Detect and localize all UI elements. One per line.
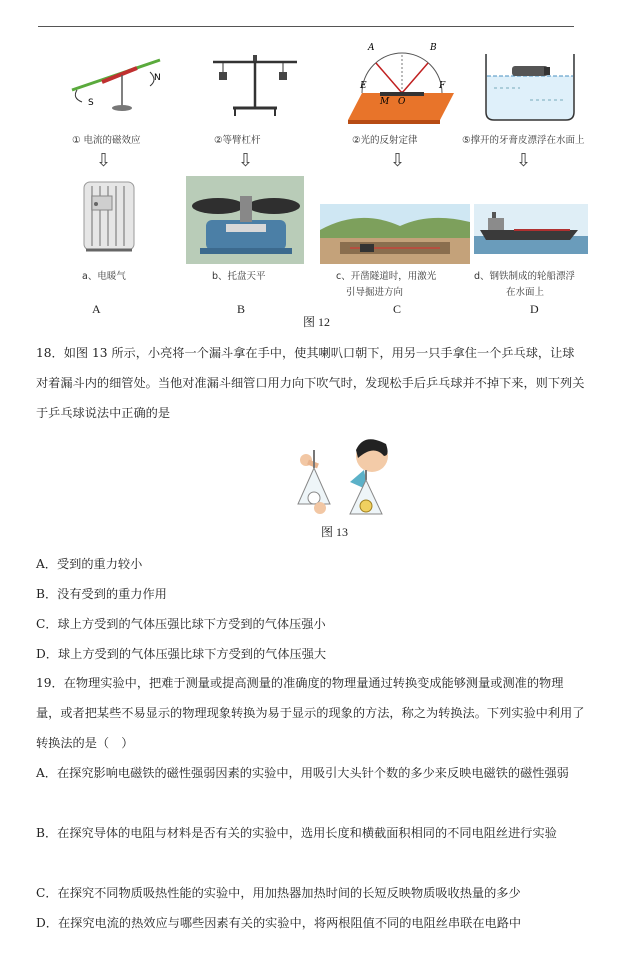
caption-balance: b、托盘天平 xyxy=(212,271,266,282)
caption-ship-line1: d、钢铁制成的轮船漂浮 xyxy=(474,271,576,282)
point-f-label: F xyxy=(439,81,446,91)
question-19-option-c: C．在探究不同物质吸热性能的实验中，用加热器加热时间的长短反映物质吸收热量的多少 xyxy=(36,886,521,900)
down-arrow-icon: ⇩ xyxy=(238,150,254,171)
point-e-label: E xyxy=(360,81,367,91)
tunnel-photo xyxy=(320,204,470,264)
figure-12-label: 图 12 xyxy=(303,315,331,329)
top-rule xyxy=(38,26,574,27)
figure-13-label: 图 13 xyxy=(321,525,349,539)
option-letter-c: C xyxy=(393,302,402,316)
caption-lever: ②等臂杠杆 xyxy=(214,135,261,146)
caption-electromagnetism: ① 电流的磁效应 xyxy=(72,135,141,146)
north-label: N xyxy=(154,73,161,83)
caption-tunnel-line2: 引导掘进方向 xyxy=(346,287,404,298)
option-letter-b: B xyxy=(237,302,246,316)
option-letter-d: D xyxy=(530,302,539,316)
lever-diagram xyxy=(205,50,305,122)
ray-a-label: A xyxy=(368,43,375,53)
heater-photo xyxy=(78,176,140,260)
point-m-label: M xyxy=(380,97,390,107)
question-18-option-a: A．受到的重力较小 xyxy=(36,557,143,571)
ship-photo xyxy=(474,204,588,254)
south-label: S xyxy=(88,98,94,108)
funnel-ball-figure xyxy=(294,430,412,520)
down-arrow-icon: ⇩ xyxy=(516,150,532,171)
option-letter-a: A xyxy=(92,302,101,316)
floating-toothpaste-diagram xyxy=(480,50,580,122)
balance-photo xyxy=(186,176,304,264)
down-arrow-icon: ⇩ xyxy=(390,150,406,171)
question-19-option-b: B．在探究导体的电阻与材料是否有关的实验中，选用长度和横截面积相同的不同电阻丝进行实验 xyxy=(36,826,557,840)
reflection-diagram xyxy=(342,38,460,126)
down-arrow-icon: ⇩ xyxy=(96,150,112,171)
caption-ship-line2: 在水面上 xyxy=(506,287,545,298)
caption-tunnel-line1: c、开凿隧道时，用激光 xyxy=(336,271,437,282)
electromagnetism-diagram xyxy=(62,50,172,120)
caption-floating: ⑤撑开的牙膏皮漂浮在水面上 xyxy=(462,135,585,146)
caption-reflection: ②光的反射定律 xyxy=(352,135,418,146)
question-19-text: 19．在物理实验中，把难于测量或提高测量的准确度的物理量通过转换变成能够测量或测准的物理量，或者把某些不易显示的物理现象转换为易于显示的现象的方法，称之为转换法。下列实验中利用了转换法的是（ ） xyxy=(36,676,585,750)
question-18-option-c: C．球上方受到的气体压强比球下方受到的气体压强小 xyxy=(36,617,326,631)
question-19-option-a: A．在探究影响电磁铁的磁性强弱因素的实验中，用吸引大头针个数的多少来反映电磁铁的磁性强弱 xyxy=(36,766,569,780)
question-19-option-d: D．在探究电流的热效应与哪些因素有关的实验中，将两根阻值不同的电阻丝串联在电路中 xyxy=(36,916,522,930)
point-o-label: O xyxy=(398,97,406,107)
question-18-option-b: B．没有受到的重力作用 xyxy=(36,587,167,601)
question-18-option-d: D．球上方受到的气体压强比球下方受到的气体压强大 xyxy=(36,647,327,661)
question-18-text: 18．如图 13 所示，小亮将一个漏斗拿在手中，使其喇叭口朝下，用另一只手拿住一个乒乓球，让球对着漏斗内的细管处。当他对准漏斗细管口用力向下吹气时，发现松手后乒乓球并不掉下来，则下列关于乒乓球说法中正确的是 xyxy=(36,346,585,420)
caption-heater: a、电暖气 xyxy=(82,271,126,282)
ray-b-label: B xyxy=(430,43,437,53)
